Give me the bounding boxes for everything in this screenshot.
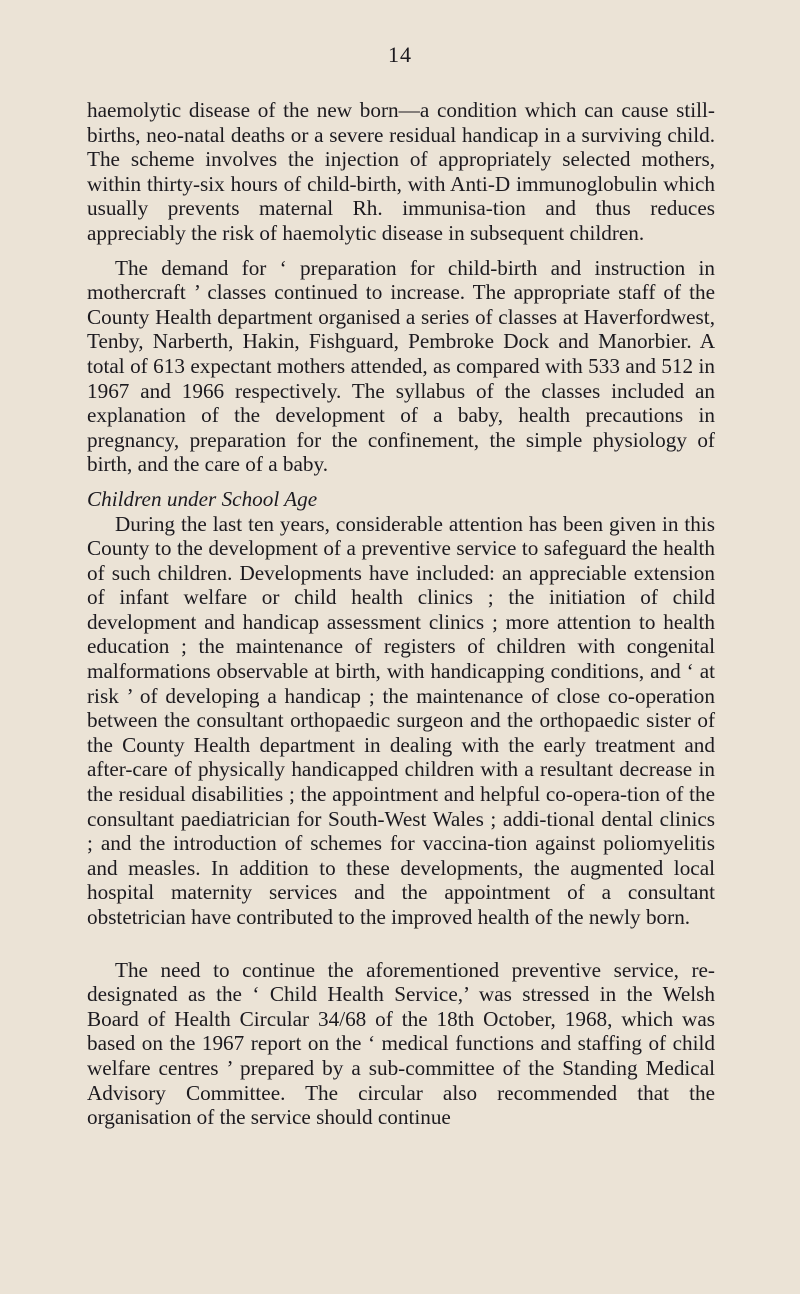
paragraph-haemolytic-continuation: haemolytic disease of the new born—a condition which can cause still-births, neo-natal deaths or a severe residual handicap in a surviving child. The scheme involves the injection of appropriately selected mothers, within thirty-six hours of child-birth, with Anti-D immunoglobulin which usually prevents maternal Rh. immunisa-tion and thus reduces appreciably the risk of haemolytic disease in subsequent children.	[87, 98, 715, 245]
page-number: 14	[388, 42, 412, 67]
paragraph-mothercraft-classes: The demand for ‘ preparation for child-birth and instruction in mothercraft ’ classes continued to increase. The appropriate staff of the County Health department organised a series of classes at Haverfordwest, Tenby, Narberth, Hakin, Fishguard, Pembroke Dock and Manorbier. A total of 613 expectant mothers attended, as compared with 533 and 512 in 1967 and 1966 respectively. The syllabus of the classes included an explanation of the development of a baby, health precautions in pregnancy, preparation for the confinement, the simple physiology of birth, and the care of a baby.	[87, 255, 715, 477]
paragraph-preventive-developments: During the last ten years, considerable attention has been given in this County to the development of a preventive service to safeguard the health of such children. Developments have included: an appreciable extension of infant welfare or child health clinics ; the initiation of child development and handicap assessment clinics ; more attention to health education ; the maintenance of registers of children with congenital malformations observable at birth, with handicapping conditions, and ‘ at risk ’ of developing a handicap ; the maintenance of close co-operation between the consultant orthopaedic surgeon and the orthopaedic sister of the County Health department in dealing with the early treatment and after-care of physically handicapped children with a resultant decrease in the residual disabilities ; the appointment and helpful co-opera-tion of the consultant paediatrician for South-West Wales ; addi-tional dental clinics ; and the introduction of schemes for vaccina-tion against poliomyelitis and measles. In addition to these developments, the augmented local hospital maternity services and the appointment of a consultant obstetrician have contributed to the improved health of the newly born.	[87, 511, 715, 929]
section-heading-children-under-school-age: Children under School Age	[87, 486, 318, 511]
body-text	[87, 98, 715, 1130]
paragraph-child-health-service: The need to continue the aforementioned preventive service, re-designated as the ‘ Child Health Service,’ was stressed in the Welsh Board of Health Circular 34/68 of the 18th October, 1968, which was based on the 1967 report on the ‘ medical functions and staffing of child welfare centres ’ prepared by a sub-committee of the Standing Medical Advisory Committee. The circular also recommended that the organisation of the service should continue	[87, 957, 715, 1130]
